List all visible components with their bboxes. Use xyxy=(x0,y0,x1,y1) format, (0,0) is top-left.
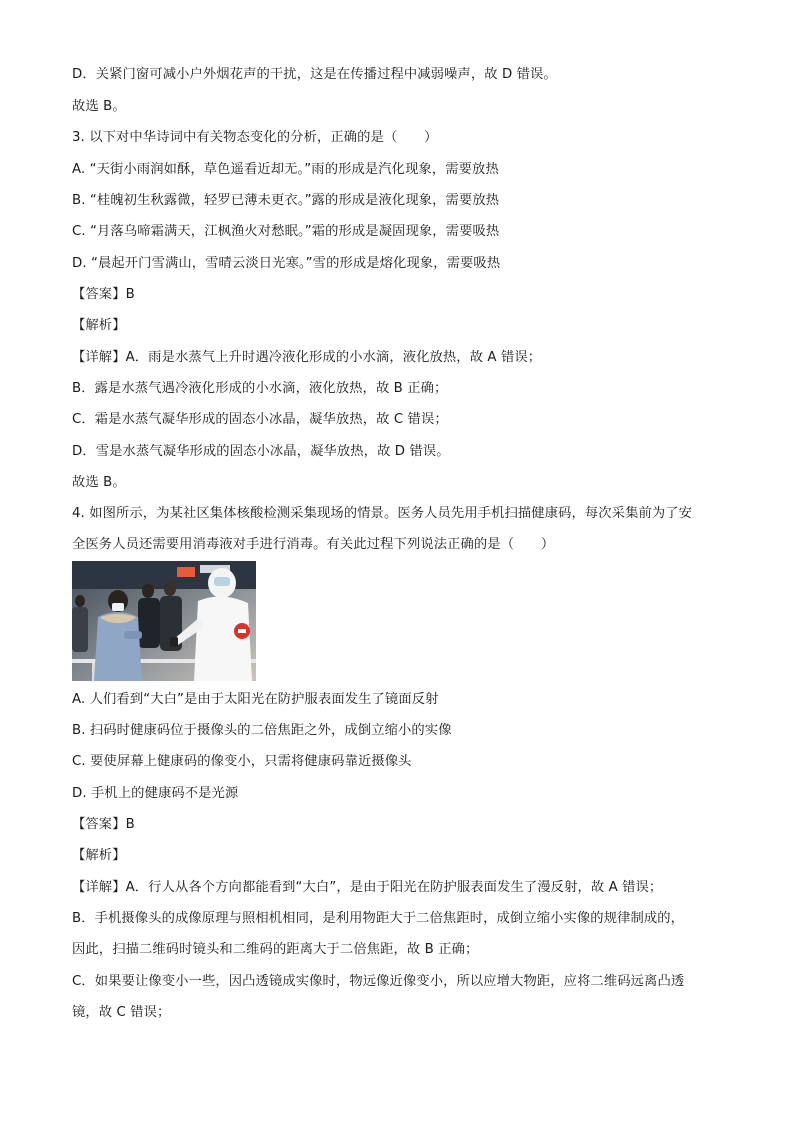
answer-label: 【答案】B xyxy=(72,817,135,832)
text-line: 故选 B。 xyxy=(72,475,126,490)
detail-line: 因此，扫描二维码时镜头和二维码的距离大于二倍焦距，故 B 正确； xyxy=(72,942,479,957)
analysis-label: 【解析】 xyxy=(72,318,126,333)
option-b: B. “桂魄初生秋露微，轻罗已薄未更衣。”露的形成是液化现象，需要放热 xyxy=(72,193,500,208)
detail-line: 【详解】A．行人从各个方向都能看到“大白”，是由于阳光在防护服表面发生了漫反射，故 A 错误； xyxy=(72,880,663,895)
option-b: B. 扫码时健康码位于摄像头的二倍焦距之外，成倒立缩小的实像 xyxy=(72,723,452,738)
option-a: A. 人们看到“大白”是由于太阳光在防护服表面发生了镜面反射 xyxy=(72,692,439,707)
detail-line: 镜，故 C 错误； xyxy=(72,1005,171,1020)
detail-line: B．露是水蒸气遇冷液化形成的小水滴，液化放热，故 B 正确； xyxy=(72,381,448,396)
detail-line: 【详解】A．雨是水蒸气上升时遇冷液化形成的小水滴，液化放热，故 A 错误； xyxy=(72,350,542,365)
option-a: A. “天街小雨润如酥，草色遥看近却无。”雨的形成是汽化现象，需要放热 xyxy=(72,162,499,177)
option-d: D. “晨起开门雪满山，雪晴云淡日光寒。”雪的形成是熔化现象，需要吸热 xyxy=(72,256,501,271)
detail-line: D．雪是水蒸气凝华形成的固态小冰晶，凝华放热，故 D 错误。 xyxy=(72,444,450,459)
answer-label: 【答案】B xyxy=(72,287,135,302)
text-line: D．关紧门窗可减小户外烟花声的干扰，这是在传播过程中减弱噪声，故 D 错误。 xyxy=(72,67,557,82)
analysis-label: 【解析】 xyxy=(72,848,126,863)
question-4-cont: 全医务人员还需要用消毒液对手进行消毒。有关此过程下列说法正确的是（ ） xyxy=(72,537,555,552)
text-line: 故选 B。 xyxy=(72,99,126,114)
detail-line: C．霜是水蒸气凝华形成的固态小冰晶，凝华放热，故 C 错误； xyxy=(72,412,448,427)
question-3: 3. 以下对中华诗词中有关物态变化的分析，正确的是（ ） xyxy=(72,130,438,145)
option-d: D. 手机上的健康码不是光源 xyxy=(72,786,239,801)
option-c: C. 要使屏幕上健康码的像变小，只需将健康码靠近摄像头 xyxy=(72,754,412,769)
detail-line: C．如果要让像变小一些，因凸透镜成实像时，物远像近像变小，所以应增大物距，应将二维码远离凸透 xyxy=(72,974,685,989)
question-4: 4. 如图所示，为某社区集体核酸检测采集现场的情景。医务人员先用手机扫描健康码，每次采集前为了安 xyxy=(72,506,693,521)
option-c: C. “月落乌啼霜满天，江枫渔火对愁眠。”霜的形成是凝固现象，需要吸热 xyxy=(72,224,500,239)
detail-line: B．手机摄像头的成像原理与照相机相同，是利用物距大于二倍焦距时，成倒立缩小实像的规律制成的， xyxy=(72,911,685,926)
nucleic-acid-testing-photo xyxy=(72,561,256,681)
